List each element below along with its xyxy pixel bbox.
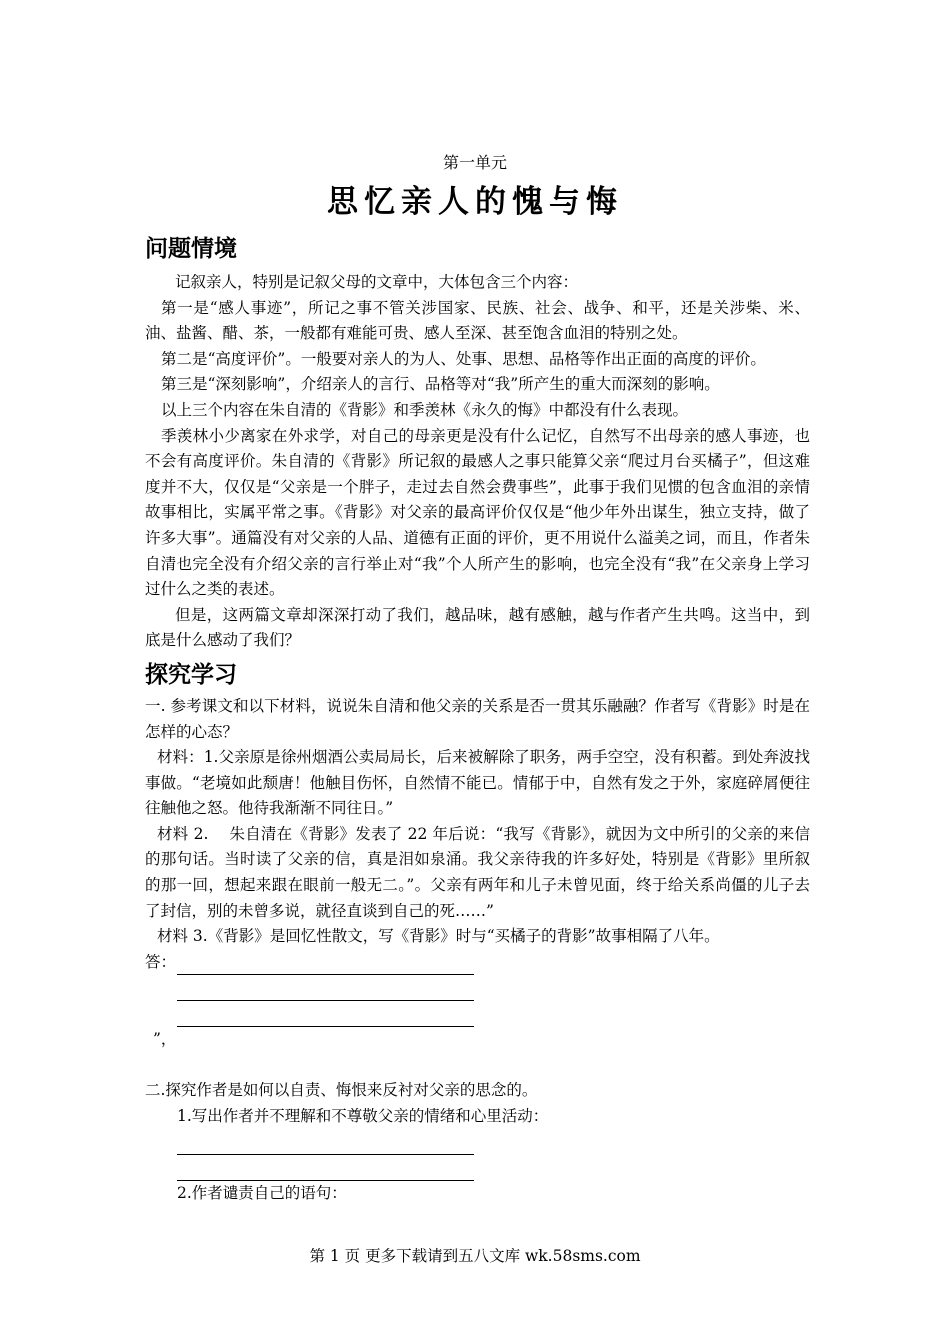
paragraph: 季羡林小少离家在外求学，对自己的母亲更是没有什么记忆，自然写不出母亲的感人事迹，也不会有高度评价。朱自清的《背影》所记叙的最感人之事只能算父亲“爬过月台买橘子”，但这难度并不大，仅仅是“父亲是一个胖子，走过去自然会费事些”，此事于我们见惯的包含血泪的亲情故事相比，实属平常之事。《背影》对父亲的最高评价仅仅是“他少年外出谋生，独立支持，做了许多大事”。通篇没有对父亲的人品、道德有正面的评价，更不用说什么溢美之词，而且，作者朱自清也完全没有介绍父亲的言行举止对“我”个人所产生的影响，也完全没有“我”在父亲身上学习过什么之类的表述。 <box>145 426 810 599</box>
answer-line[interactable] <box>177 982 474 1001</box>
answer-line[interactable] <box>177 956 474 975</box>
answer-line[interactable] <box>177 1162 474 1181</box>
question-2-2: 2.作者谴责自己的语句： <box>177 1183 347 1202</box>
answer-label: 答： <box>145 952 177 971</box>
question-1: 一. 参考课文和以下材料，说说朱自清和他父亲的关系是否一贯其乐融融？作者写《背影》时是在怎样的心态？ <box>145 696 810 741</box>
page-footer: 第 1 页 更多下载请到五八文库 wk.58sms.com <box>309 1247 641 1265</box>
document-body <box>145 232 810 1206</box>
section-heading-situation: 问题情境 <box>145 236 237 262</box>
question-2: 二.探究作者是如何以自责、悔恨来反衬对父亲的思念的。 <box>145 1081 538 1100</box>
page-title: 思忆亲人的愧与悔 <box>327 184 623 220</box>
paragraph: 以上三个内容在朱自清的《背影》和季羡林《永久的悔》中都没有什么表现。 <box>161 400 689 419</box>
answer-line[interactable] <box>177 1008 474 1027</box>
paragraph: 第三是“深刻影响”，介绍亲人的言行、品格等对“我”所产生的重大而深刻的影响。 <box>161 375 720 394</box>
unit-label: 第一单元 <box>442 153 507 172</box>
question-2-1: 1.写出作者并不理解和不尊敬父亲的情绪和心里活动： <box>177 1106 549 1125</box>
material-2: 材料 2. 朱自清在《背影》发表了 22 年后说：“我写《背影》，就因为文中所引的父亲的来信的那句话。当时读了父亲的信，真是泪如泉涌。我父亲待我的许多好处，特别是《背影》里所叙的那一回，想起来跟在眼前一般无二。”。父亲有两年和儿子未曾见面，终于给关系尚僵的儿子去了封信，别的未曾多说，就径直谈到自己的死……” <box>145 824 810 920</box>
material-3: 材料 3.《背影》是回忆性散文，写《背影》时与“买橘子的背影”故事相隔了八年。 <box>157 927 720 946</box>
answer-line[interactable] <box>177 1136 474 1155</box>
material-1: 材料：1.父亲原是徐州烟酒公卖局局长，后来被解除了职务，两手空空，没有积蓄。到处奔波找事做。“老境如此颓唐！他触目伤怀，自然情不能已。情郁于中，自然有发之于外，家庭碎屑便往往触他之怒。他待我渐渐不同往日。” <box>145 748 810 818</box>
quote-tail: ”， <box>153 1029 177 1048</box>
paragraph: 记叙亲人，特别是记叙父母的文章中，大体包含三个内容： <box>175 273 579 291</box>
paragraph: 第二是“高度评价”。一般要对亲人的为人、处事、思想、品格等作出正面的高度的评价。 <box>161 349 766 368</box>
answer-row <box>145 950 810 976</box>
section-heading-inquiry: 探究学习 <box>145 661 237 688</box>
paragraph: 但是，这两篇文章却深深打动了我们，越品味，越有感触，越与作者产生共鸣。这当中，到底是什么感动了我们？ <box>145 605 810 650</box>
paragraph: 第一是“感人事迹”，所记之事不管关涉国家、民族、社会、战争、和平，还是关涉柴、米、油、盐酱、醋、茶，一般都有难能可贵、感人至深、甚至饱含血泪的特别之处。 <box>145 298 810 343</box>
